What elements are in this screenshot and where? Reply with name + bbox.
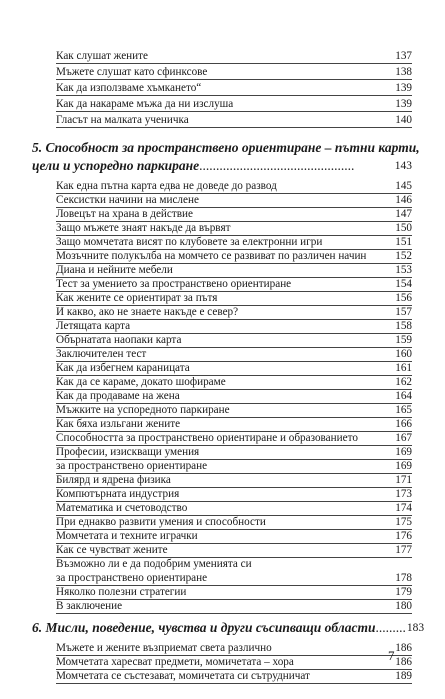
toc-entry-title: И какво, ако не знаете накъде е север? [56,306,239,318]
toc-entry-page: 167 [395,432,412,444]
section-title-line1: 6. Мисли, поведение, чувства и други съсипващи области [32,620,376,635]
toc-entry-title: Момчетата харесват предмети, момичетата – хора [56,656,294,668]
toc-entry-page: 147 [395,208,412,220]
toc-entry-page: 139 [395,98,412,110]
toc-entry-page: 161 [395,362,412,374]
leader-dots: .............................................. [199,158,355,173]
toc-entry-page: 169 [395,460,412,472]
toc-entry-title: Защо мъжете знаят накъде да вървят [56,222,231,234]
section-heading-5[interactable] [32,140,420,174]
section-title-line2: цели и успоредно паркиране [32,158,200,173]
toc-entry-title: Гласът на малката ученичка [56,114,189,126]
toc-entry-title: Мъжките на успоредното паркиране [56,404,230,416]
toc-entry-title: Как да продаваме на жена [56,390,180,402]
toc-entry[interactable] [56,556,412,571]
toc-entry[interactable] [56,48,412,64]
toc-entry[interactable] [56,80,412,96]
toc-entry-title: Тест за умението за пространствено ориентиране [56,278,292,290]
toc-entry-title: Как една пътна карта едва не доведе до развод [56,180,277,192]
toc-entry-page: 160 [395,348,412,360]
toc-entry-title: Как слушат жените [56,50,149,62]
toc-entry-page: 169 [395,446,412,458]
toc-entry-page: 171 [395,474,412,486]
toc-entry-title: Компютърната индустрия [56,488,180,500]
toc-entry[interactable] [56,96,412,112]
toc-entry-title: Възможно ли е да подобрим уменията си [56,558,252,570]
toc-entry-title: Обърнатата наопаки карта [56,334,182,346]
toc-entry-page: 138 [395,66,412,78]
toc-entry-page: 164 [395,390,412,402]
toc-entry-page: 154 [395,278,412,290]
toc-entry-page: 177 [395,544,412,556]
toc-entry-title: за пространствено ориентиране [56,572,208,584]
toc-entry-title: Как да използваме хъмкането“ [56,82,202,94]
toc-entry-page: 157 [395,306,412,318]
toc-entry-page: 137 [395,50,412,62]
toc-entry-page: 189 [395,670,412,682]
toc-entry-title: Как да накараме мъжа да ни изслуша [56,98,234,110]
toc-entry-page: 186 [395,642,412,654]
section-title-line1: 5. Способност за пространствено ориентиране – пътни карти, [32,140,420,155]
toc-entry[interactable] [56,598,412,614]
toc-entry-title: Летящата карта [56,320,131,332]
toc-entry-title: Как да се караме, докато шофираме [56,376,226,388]
toc-entry[interactable] [56,64,412,80]
toc-entry-page: 173 [395,488,412,500]
toc-entry-title: В заключение [56,600,123,612]
toc-entry-page: 186 [395,656,412,668]
toc-entry-page: 139 [395,82,412,94]
toc-entry-title: Способността за пространствено ориентиране и образованието [56,432,358,444]
toc-entry-title: за пространствено ориентиране [56,460,208,472]
toc-entry-title: Как жените се ориентират за пътя [56,292,218,304]
toc-entry-page: 162 [395,376,412,388]
toc-entry-page: 159 [395,334,412,346]
toc-entry-page: 165 [395,404,412,416]
leader-dots: ......... [375,620,406,635]
toc-entry-title: Защо момчетата висят по клубовете за електронни игри [56,236,323,248]
toc-entry-page: 158 [395,320,412,332]
section-page: 143 [394,160,412,172]
toc-entry-page: 145 [395,180,412,192]
toc-entry-title: При еднакво развити умения и способности [56,516,266,528]
toc-entry-title: Няколко полезни стратегии [56,586,187,598]
toc-entry-title: Мозъчните полукълба на момчето се развиват по различен начин [56,250,367,262]
toc-entry-page: 175 [395,516,412,528]
section-page: 183 [406,622,425,634]
toc-entry-page: 176 [395,530,412,542]
toc-entry-title: Професии, изискващи умения [56,446,200,458]
toc-entry-title: Билярд и ядрена физика [56,474,171,486]
toc-entry-page: 150 [395,222,412,234]
toc-entry-page: 152 [395,250,412,262]
toc-entry-title: Мъжете слушат като сфинксове [56,66,208,78]
toc-entry-title: Ловецът на храна в действие [56,208,194,220]
toc-entry-title: Момчетата и техните играчки [56,530,198,542]
toc-entry-page: 179 [395,586,412,598]
toc-entry-page: 180 [395,600,412,612]
toc-entry-title: Момчетата се състезават, момичетата си сътрудничат [56,670,310,682]
toc-entry-page: 140 [395,114,412,126]
toc-entry-page: 151 [395,236,412,248]
toc-entry-page: 166 [395,418,412,430]
toc-entry-page: 153 [395,264,412,276]
toc-entry-title: Диана и нейните мебели [56,264,173,276]
toc-entry-title: Как се чувстват жените [56,544,168,556]
toc-entry-page: 174 [395,502,412,514]
toc-entry-title: Мъжете и жените възприемат света различно [56,642,272,654]
section-heading-6[interactable] [32,620,425,636]
toc-entry[interactable] [56,668,412,684]
toc-entry-title: Математика и счетоводство [56,502,188,514]
toc-entry-title: Как бяха изльгани жените [56,418,181,430]
toc-entry-title: Сексистки начини на мислене [56,194,199,206]
toc-entry-title: Как да избегнем караницата [56,362,190,374]
toc-entry-page: 146 [395,194,412,206]
toc-entry[interactable] [56,112,412,128]
toc-entry-page: 178 [395,572,412,584]
toc-entry-page: 156 [395,292,412,304]
toc-entry-title: Заключителен тест [56,348,147,360]
page-number: 7 [388,648,395,663]
